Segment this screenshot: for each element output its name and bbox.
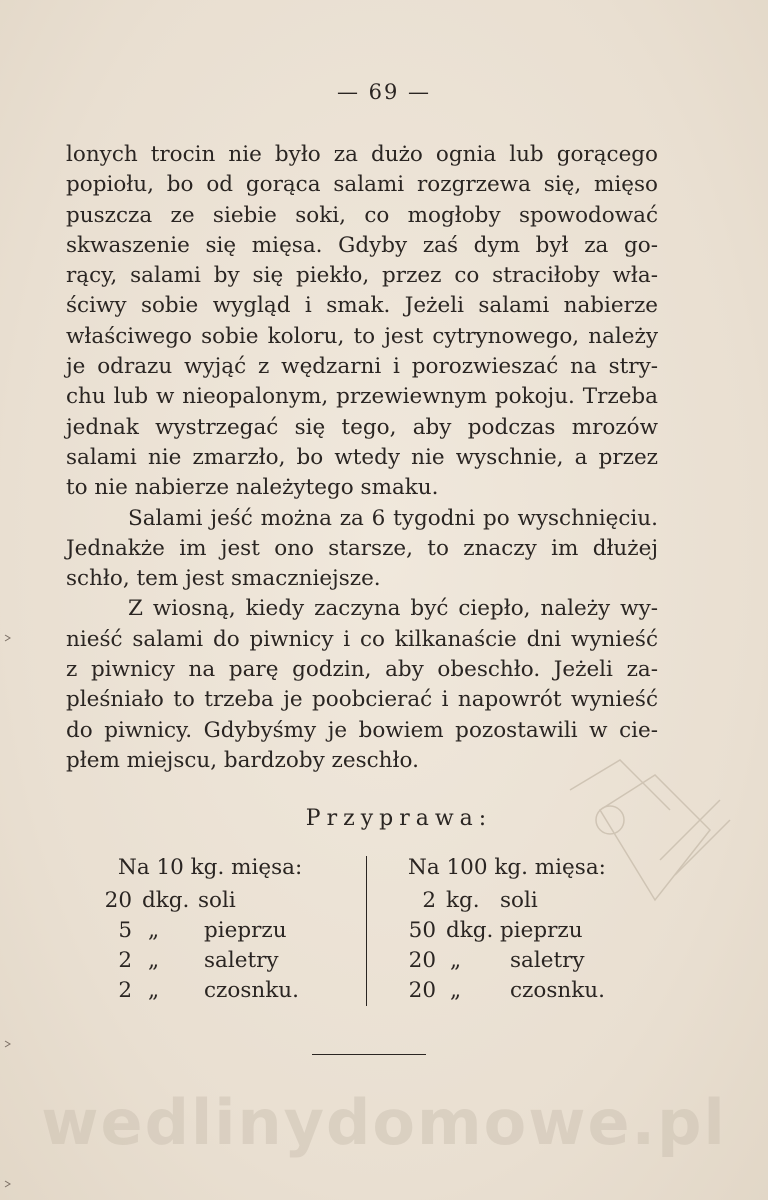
ingredient: soli [500, 888, 538, 913]
unit: kg. [446, 888, 480, 913]
text-line: schło, tem jest smaczniejsze. [66, 566, 381, 592]
seasoning-column-10kg [96, 850, 346, 1006]
ditto-mark: „ [148, 978, 160, 1003]
text-line: Z wiosną, kiedy zaczyna być ciepło, należy wy- [128, 596, 658, 622]
amount: 2 [118, 948, 132, 973]
end-rule [312, 1054, 426, 1055]
unit: dkg. [142, 888, 190, 913]
library-stamp [560, 750, 740, 930]
table-row [96, 886, 346, 916]
ingredient: saletry [510, 948, 585, 973]
table-row [396, 946, 626, 976]
text-line: z piwnicy na parę godzin, aby obeschło. Jeżeli za- [66, 657, 658, 683]
page-number: — 69 — [336, 80, 432, 104]
ditto-mark: „ [450, 948, 462, 973]
table-row [96, 946, 346, 976]
text-line: puszcza ze siebie soki, co mogłoby spowodować [66, 202, 658, 228]
amount: 5 [118, 918, 132, 943]
table-row [96, 916, 346, 946]
text-line: rący, salami by się piekło, przez co straciłoby wła- [66, 263, 658, 289]
ingredient: czosnku. [510, 978, 605, 1003]
text-line: właściwego sobie koloru, to jest cytrynowego, należy [66, 323, 658, 349]
ingredient: saletry [204, 948, 279, 973]
ditto-mark: „ [450, 978, 462, 1003]
amount: 20 [408, 978, 436, 1003]
text-line: salami nie zmarzło, bo wtedy nie wyschnie, a przez [66, 444, 658, 470]
edge-mark [4, 1180, 12, 1188]
table-row [96, 976, 346, 1006]
text-line: pleśniało to trzeba je poobcierać i napowrót wynieść [66, 687, 658, 713]
ingredient: czosnku. [204, 978, 299, 1003]
text-line: do piwnicy. Gdybyśmy je bowiem pozostawili w cie- [66, 717, 658, 743]
text-line: ściwy sobie wygląd i smak. Jeżeli salami nabierze [66, 293, 658, 319]
amount: 20 [408, 948, 436, 973]
ingredient: pieprzu [204, 918, 287, 943]
seasoning-table [96, 850, 616, 1012]
ingredient: soli [198, 888, 236, 913]
seasoning-heading: Przyprawa: [305, 806, 493, 831]
text-line: płem miejscu, bardzoby zeschło. [66, 747, 419, 773]
text-line: Salami jeść można za 6 tygodni po wyschnięciu. [128, 505, 658, 531]
amount: 20 [104, 888, 132, 913]
column-divider [366, 856, 367, 1006]
unit: dkg. [446, 918, 494, 943]
amount: 50 [408, 918, 436, 943]
amount: 2 [118, 978, 132, 1003]
text-line: skwaszenie się mięsa. Gdyby zaś dym był za go- [66, 232, 658, 258]
text-line: je odrazu wyjąć z wędzarni i porozwieszać na stry- [66, 354, 658, 380]
text-line: chu lub w nieopalonym, przewiewnym pokoju. Trzeba [66, 384, 658, 410]
edge-mark [4, 1040, 12, 1048]
ditto-mark: „ [148, 918, 160, 943]
column-header: Na 100 kg. mięsa: [408, 855, 606, 880]
column-header: Na 10 kg. mięsa: [118, 855, 303, 880]
text-line: lonych trocin nie było za dużo ognia lub gorącego [66, 142, 658, 167]
table-row [396, 976, 626, 1006]
text-line: nieść salami do piwnicy i co kilkanaście dni wynieść [66, 626, 658, 652]
ingredient: pieprzu [500, 918, 583, 943]
edge-mark [4, 634, 12, 642]
text-line: popiołu, bo od gorąca salami rozgrzewa się, mięso [66, 172, 658, 198]
text-line: to nie nabierze należytego smaku. [66, 475, 439, 501]
watermark: wedlinydomowe.pl [41, 1086, 727, 1159]
text-line: jednak wystrzegać się tego, aby podczas mrozów [66, 414, 658, 440]
body-text [66, 140, 658, 776]
text-line: Jednakże im jest ono starsze, to znaczy im dłużej [66, 535, 658, 561]
amount: 2 [422, 888, 436, 913]
ditto-mark: „ [148, 948, 160, 973]
